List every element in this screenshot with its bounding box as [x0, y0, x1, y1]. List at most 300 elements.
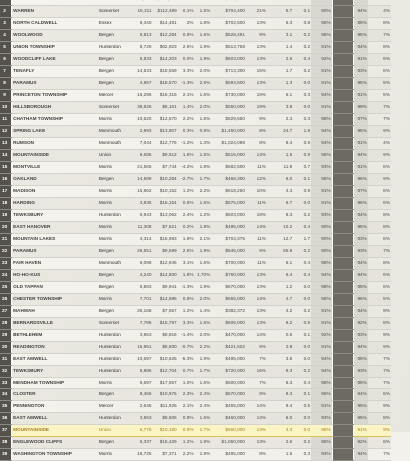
town-name-cell: WARREN — [12, 5, 98, 17]
table-cell: Bergen — [98, 389, 130, 401]
table-cell: 1.5% — [194, 5, 211, 17]
table-cell: 8% — [368, 41, 391, 53]
table-cell: 0.2% — [178, 221, 195, 233]
table-cell: 65.8 — [267, 245, 293, 257]
table-cell: 0.9% — [178, 293, 195, 305]
table-cell: $13,807 — [152, 125, 177, 137]
table-cell: 13% — [246, 41, 267, 53]
table-cell: 1.7% — [194, 365, 211, 377]
table-cell: 91% — [311, 197, 332, 209]
table-cell: 3,963 — [129, 413, 152, 425]
table-cell: Hunterdon — [98, 365, 130, 377]
table-cell: Hunterdon — [98, 353, 130, 365]
divider-column — [332, 221, 353, 233]
rank-cell: 28 — [0, 317, 12, 329]
table-cell: 21% — [246, 5, 267, 17]
town-name-cell: PENNINGTON — [12, 401, 98, 413]
table-cell: 7,044 — [129, 137, 152, 149]
table-cell: 0.4 — [293, 257, 311, 269]
table-cell: 5% — [368, 89, 391, 101]
rank-cell: 3 — [0, 17, 12, 29]
table-cell: 0.2 — [293, 209, 311, 221]
table-cell: 5% — [368, 293, 391, 305]
table-cell: 93% — [311, 449, 332, 461]
table-cell: $560,000 — [211, 425, 246, 437]
table-cell: $655,000 — [211, 293, 246, 305]
table-cell: Morris — [98, 377, 130, 389]
rank-cell: 15 — [0, 161, 12, 173]
table-cell: 0.5 — [293, 317, 311, 329]
table-cell: $550,000 — [211, 101, 246, 113]
table-cell — [152, 0, 177, 5]
table-cell: 7% — [368, 101, 391, 113]
table-cell: 9% — [368, 329, 391, 341]
town-name-cell: ENGLEWOOD CLIFFS — [12, 437, 98, 449]
table-cell: 92% — [311, 329, 332, 341]
table-cell: 91% — [311, 101, 332, 113]
table-cell: 93% — [353, 245, 368, 257]
table-cell: Morris — [98, 221, 130, 233]
table-cell: $10,180 — [152, 425, 177, 437]
table-cell: 5,913 — [129, 29, 152, 41]
table-cell: 91% — [311, 65, 332, 77]
table-cell: 1.8 — [293, 125, 311, 137]
divider-column — [332, 197, 353, 209]
table-row — [0, 437, 410, 449]
table-cell: 2.6% — [194, 77, 211, 89]
table-cell: 96% — [353, 293, 368, 305]
table-cell: 1.6% — [194, 89, 211, 101]
table-cell: $17,557 — [152, 377, 177, 389]
table-cell: 9% — [368, 125, 391, 137]
table-cell: $605,000 — [211, 317, 246, 329]
table-cell: 91% — [311, 305, 332, 317]
table-cell: 95% — [311, 257, 332, 269]
table-cell: 1.9% — [194, 437, 211, 449]
table-cell: $575,000 — [211, 197, 246, 209]
table-cell: $700,000 — [211, 257, 246, 269]
table-row — [0, 233, 410, 245]
table-row — [0, 377, 410, 389]
table-cell: Somerset — [98, 317, 130, 329]
table-cell: 2.2% — [194, 185, 211, 197]
table-cell: 1.3 — [267, 77, 293, 89]
table-cell: 11,308 — [129, 221, 152, 233]
table-cell: 9% — [368, 401, 391, 413]
table-cell: 8.4 — [267, 137, 293, 149]
table-cell: $593,500 — [211, 77, 246, 89]
town-name-cell: CHESTER TOWNSHIP — [12, 293, 98, 305]
table-cell: 2.6 — [267, 53, 293, 65]
table-cell: 0.2 — [293, 29, 311, 41]
table-cell: Mercer — [98, 89, 130, 101]
table-cell: 13% — [246, 425, 267, 437]
table-cell: 1.2% — [178, 437, 195, 449]
table-cell: 0.2 — [293, 305, 311, 317]
table-cell: 91% — [353, 161, 368, 173]
table-cell: 10% — [246, 185, 267, 197]
table-row — [0, 425, 410, 437]
table-row — [0, 365, 410, 377]
table-cell: 13% — [246, 77, 267, 89]
table-cell: 95% — [353, 281, 368, 293]
divider-column — [332, 257, 353, 269]
table-cell: 7% — [246, 377, 267, 389]
table-cell: 6% — [368, 185, 391, 197]
table-cell: $8,161 — [152, 101, 177, 113]
table-row — [0, 245, 410, 257]
rank-cell: 19 — [0, 209, 12, 221]
divider-column — [332, 425, 353, 437]
table-cell: 9% — [368, 173, 391, 185]
table-row — [0, 449, 410, 461]
table-cell: $12,284 — [152, 29, 177, 41]
table-cell: 94% — [353, 305, 368, 317]
table-cell: 6,340 — [129, 17, 152, 29]
table-cell: 6% — [368, 161, 391, 173]
table-cell: 8.3 — [267, 365, 293, 377]
table-cell: 0.7 — [293, 161, 311, 173]
table-cell: 0.0 — [293, 425, 311, 437]
table-cell: 0.1 — [293, 389, 311, 401]
table-cell: 94% — [353, 5, 368, 17]
table-cell: Bergen — [98, 437, 130, 449]
table-cell: $7,744 — [152, 161, 177, 173]
table-cell: Bergen — [98, 269, 130, 281]
table-cell: 95% — [311, 437, 332, 449]
table-cell: -1.4% — [178, 329, 195, 341]
table-cell: $8,506 — [152, 413, 177, 425]
table-cell: 3.1% — [178, 257, 195, 269]
table-cell: 1.3% — [194, 137, 211, 149]
divider-column — [332, 65, 353, 77]
table-cell: 3,963 — [129, 329, 152, 341]
table-cell: 2% — [178, 17, 195, 29]
table-cell: $720,000 — [211, 365, 246, 377]
table-cell: 7% — [368, 377, 391, 389]
table-cell: 95% — [311, 377, 332, 389]
town-name-cell: READINGTON — [12, 341, 98, 353]
divider-column — [332, 161, 353, 173]
table-cell: 9% — [246, 29, 267, 41]
table-cell: 1.4% — [178, 101, 195, 113]
table-cell: Monmouth — [98, 125, 130, 137]
table-cell: 97% — [353, 113, 368, 125]
table-cell: 95% — [353, 221, 368, 233]
table-cell: 1.8% — [194, 221, 211, 233]
table-cell: 0.8 — [293, 149, 311, 161]
table-cell: 99% — [353, 101, 368, 113]
table-cell: 6.3 — [267, 377, 293, 389]
table-cell: 90% — [311, 233, 332, 245]
table-cell: 0.3 — [293, 449, 311, 461]
table-cell: 8% — [246, 449, 267, 461]
table-cell: 0.6% — [178, 197, 195, 209]
rank-cell: 14 — [0, 149, 12, 161]
table-cell: 15,961 — [129, 341, 152, 353]
table-cell: $455,000 — [211, 401, 246, 413]
table-cell: 0.8% — [178, 413, 195, 425]
town-name-cell: TEWKSBURY — [12, 209, 98, 221]
table-cell: 95% — [353, 401, 368, 413]
table-cell: 2.3 — [267, 113, 293, 125]
table-cell: 94% — [311, 269, 332, 281]
table-cell: 7% — [368, 245, 391, 257]
rank-cell: 24 — [0, 269, 12, 281]
table-cell: Morris — [98, 233, 130, 245]
table-cell: 7% — [368, 29, 391, 41]
table-cell: 19% — [246, 89, 267, 101]
table-cell: 0.1% — [178, 5, 195, 17]
divider-column — [332, 209, 353, 221]
town-name-cell: WOODCLIFF LAKE — [12, 53, 98, 65]
rank-cell: 23 — [0, 257, 12, 269]
town-name-cell: SPRING LAKE — [12, 125, 98, 137]
table-cell: $8,600 — [152, 341, 177, 353]
table-cell: 91% — [311, 77, 332, 89]
table-cell: 0.9% — [178, 425, 195, 437]
table-cell: 9% — [368, 341, 391, 353]
table-cell: 9% — [246, 341, 267, 353]
table-cell: Monmouth — [98, 257, 130, 269]
table-cell: 5,943 — [129, 209, 152, 221]
table-cell: 8% — [368, 413, 391, 425]
table-cell: $470,000 — [211, 329, 246, 341]
table-cell: Morris — [98, 161, 130, 173]
table-cell: 0.0% — [178, 53, 195, 65]
table-cell: 0.0 — [293, 281, 311, 293]
table-cell: 4% — [368, 5, 391, 17]
table-cell: 96% — [311, 389, 332, 401]
town-name-cell: WOOLWOOD — [12, 29, 98, 41]
table-cell: 6% — [368, 197, 391, 209]
table-cell: 1.6% — [194, 413, 211, 425]
table-cell: 94% — [311, 125, 332, 137]
table-cell: $9,941 — [152, 281, 177, 293]
table-cell: 4.3 — [267, 425, 293, 437]
table-cell: 0.5 — [293, 401, 311, 413]
table-cell: 13% — [246, 437, 267, 449]
divider-column — [332, 413, 353, 425]
table-row — [0, 125, 410, 137]
table-cell: 94% — [311, 137, 332, 149]
table-cell: 0.6 — [267, 329, 293, 341]
table-cell: Morris — [98, 449, 130, 461]
table-cell: 5,933 — [129, 53, 152, 65]
table-cell: $16,154 — [152, 197, 177, 209]
table-cell: 2.0% — [194, 293, 211, 305]
table-cell: Somerset — [98, 5, 130, 17]
table-cell: 2.1% — [178, 89, 195, 101]
table-cell: 2,646 — [129, 401, 152, 413]
table-cell: $13,062 — [152, 209, 177, 221]
table-cell: $10,625 — [152, 353, 177, 365]
town-name-cell: EAST AMWELL — [12, 353, 98, 365]
table-cell: 6.0 — [267, 413, 293, 425]
rank-cell: 22 — [0, 245, 12, 257]
table-cell: 1.7 — [267, 65, 293, 77]
table-cell: 96% — [353, 197, 368, 209]
table-cell: 13% — [246, 53, 267, 65]
rank-cell: 7 — [0, 65, 12, 77]
table-cell: $600,000 — [211, 377, 246, 389]
table-cell: -2.7% — [178, 173, 195, 185]
table-cell: 9% — [368, 149, 391, 161]
town-name-cell: TEWKSBURY — [12, 365, 98, 377]
table-cell: 92% — [353, 317, 368, 329]
table-cell: 0.1 — [293, 329, 311, 341]
divider-column — [332, 113, 353, 125]
table-cell: 7% — [368, 113, 391, 125]
rank-cell: 35 — [0, 401, 12, 413]
table-cell: 94% — [353, 149, 368, 161]
table-row — [0, 137, 410, 149]
table-cell: 90% — [311, 245, 332, 257]
table-cell: 0.9 — [293, 137, 311, 149]
table-cell: 1.5 — [267, 449, 293, 461]
table-cell: 0.0 — [293, 101, 311, 113]
table-row — [0, 161, 410, 173]
table-cell: 91% — [353, 89, 368, 101]
table-cell: -1.2% — [178, 137, 195, 149]
table-cell: 1.5% — [194, 149, 211, 161]
table-cell: 93% — [311, 413, 332, 425]
town-name-cell: OAKLAND — [12, 173, 98, 185]
table-cell: 95% — [311, 113, 332, 125]
rank-cell: 26 — [0, 293, 12, 305]
town-name-cell: MOUNTAIN LAKES — [12, 233, 98, 245]
table-cell: 1.9% — [194, 353, 211, 365]
table-cell: 14,589 — [129, 173, 152, 185]
table-cell: $18,559 — [152, 65, 177, 77]
table-cell: 1.4 — [267, 41, 293, 53]
table-cell: 95% — [353, 29, 368, 41]
divider-column — [332, 125, 353, 137]
table-cell: $14,481 — [152, 17, 177, 29]
table-cell: 0.1 — [293, 173, 311, 185]
table-cell: 24.7 — [267, 125, 293, 137]
table-cell: 7,701 — [129, 293, 152, 305]
divider-column — [332, 365, 353, 377]
table-cell: -5.3% — [178, 353, 195, 365]
town-name-cell: EAST HANOVER — [12, 221, 98, 233]
rank-cell: 29 — [0, 329, 12, 341]
table-cell: 93% — [311, 209, 332, 221]
table-cell: 16% — [246, 365, 267, 377]
table-cell: 3.1 — [267, 29, 293, 41]
table-cell: 9% — [368, 425, 391, 437]
table-cell: 0.2 — [293, 65, 311, 77]
table-cell: 14% — [246, 293, 267, 305]
table-cell: 13% — [246, 17, 267, 29]
table-cell: 1.2 — [267, 281, 293, 293]
table-cell: 9% — [246, 389, 267, 401]
town-name-cell: RUMSON — [12, 137, 98, 149]
divider-column — [332, 53, 353, 65]
divider-column — [332, 149, 353, 161]
table-cell: 1.9% — [194, 449, 211, 461]
table-cell: 1.8% — [194, 17, 211, 29]
divider-column — [332, 5, 353, 17]
divider-column — [332, 137, 353, 149]
rank-cell: 21 — [0, 233, 12, 245]
table-cell: 1.9% — [194, 281, 211, 293]
table-cell: 14% — [246, 401, 267, 413]
table-cell: 96% — [311, 281, 332, 293]
table-cell: 94% — [353, 269, 368, 281]
table-cell: 5,337 — [129, 437, 152, 449]
table-cell: $460,000 — [211, 413, 246, 425]
table-cell: $8,816 — [152, 329, 177, 341]
rank-cell: 8 — [0, 77, 12, 89]
table-cell: 96% — [311, 293, 332, 305]
table-cell: 13% — [246, 317, 267, 329]
table-cell: 1.9% — [178, 233, 195, 245]
table-cell: $112,489 — [152, 5, 177, 17]
table-cell: 0.4 — [293, 377, 311, 389]
table-cell: Union — [98, 149, 130, 161]
table-cell: 2.4% — [194, 401, 211, 413]
table-row — [0, 41, 410, 53]
table-cell: 7% — [246, 353, 267, 365]
table-cell: Morris — [98, 293, 130, 305]
table-cell: 0.4 — [293, 221, 311, 233]
rank-cell: 6 — [0, 53, 12, 65]
table-cell: 8% — [368, 17, 391, 29]
table-cell: Morris — [98, 197, 130, 209]
table-cell: 26,551 — [129, 245, 152, 257]
table-cell: 2.1% — [178, 401, 195, 413]
town-name-cell: MENDHAM TOWNSHIP — [12, 377, 98, 389]
rank-cell: 2 — [0, 5, 12, 17]
divider-column — [332, 353, 353, 365]
table-cell: 8.2 — [267, 317, 293, 329]
table-cell: 5,886 — [129, 365, 152, 377]
table-cell: 0.0 — [293, 413, 311, 425]
rank-cell: 12 — [0, 125, 12, 137]
table-cell: 0.0 — [293, 353, 311, 365]
table-cell: 8% — [246, 125, 267, 137]
town-name-cell: MADISON — [12, 185, 98, 197]
table-cell: 4.3 — [267, 185, 293, 197]
table-cell: 2.1% — [194, 233, 211, 245]
table-cell: 96% — [353, 353, 368, 365]
rank-cell: 17 — [0, 185, 12, 197]
table-cell: 0.3 — [293, 113, 311, 125]
table-cell: $1,024,088 — [211, 137, 246, 149]
divider-column — [332, 173, 353, 185]
table-cell: 9.3 — [267, 389, 293, 401]
table-cell: $702,500 — [211, 17, 246, 29]
table-cell: 1.5 — [267, 149, 293, 161]
table-cell: Hunterdon — [98, 329, 130, 341]
town-name-cell: MOUNTAINSIDE — [12, 149, 98, 161]
divider-column — [332, 437, 353, 449]
table-cell: 15,311 — [129, 5, 152, 17]
table-cell: 5.3 — [267, 17, 293, 29]
rank-cell: 18 — [0, 197, 12, 209]
divider-column — [332, 233, 353, 245]
table-cell: 95% — [353, 125, 368, 137]
divider-column — [332, 449, 353, 461]
divider-column — [332, 293, 353, 305]
table-cell: 94% — [353, 389, 368, 401]
table-cell: 8% — [246, 137, 267, 149]
table-cell: 91% — [311, 41, 332, 53]
table-row — [0, 305, 410, 317]
table-row — [0, 113, 410, 125]
table-cell: $670,000 — [211, 281, 246, 293]
